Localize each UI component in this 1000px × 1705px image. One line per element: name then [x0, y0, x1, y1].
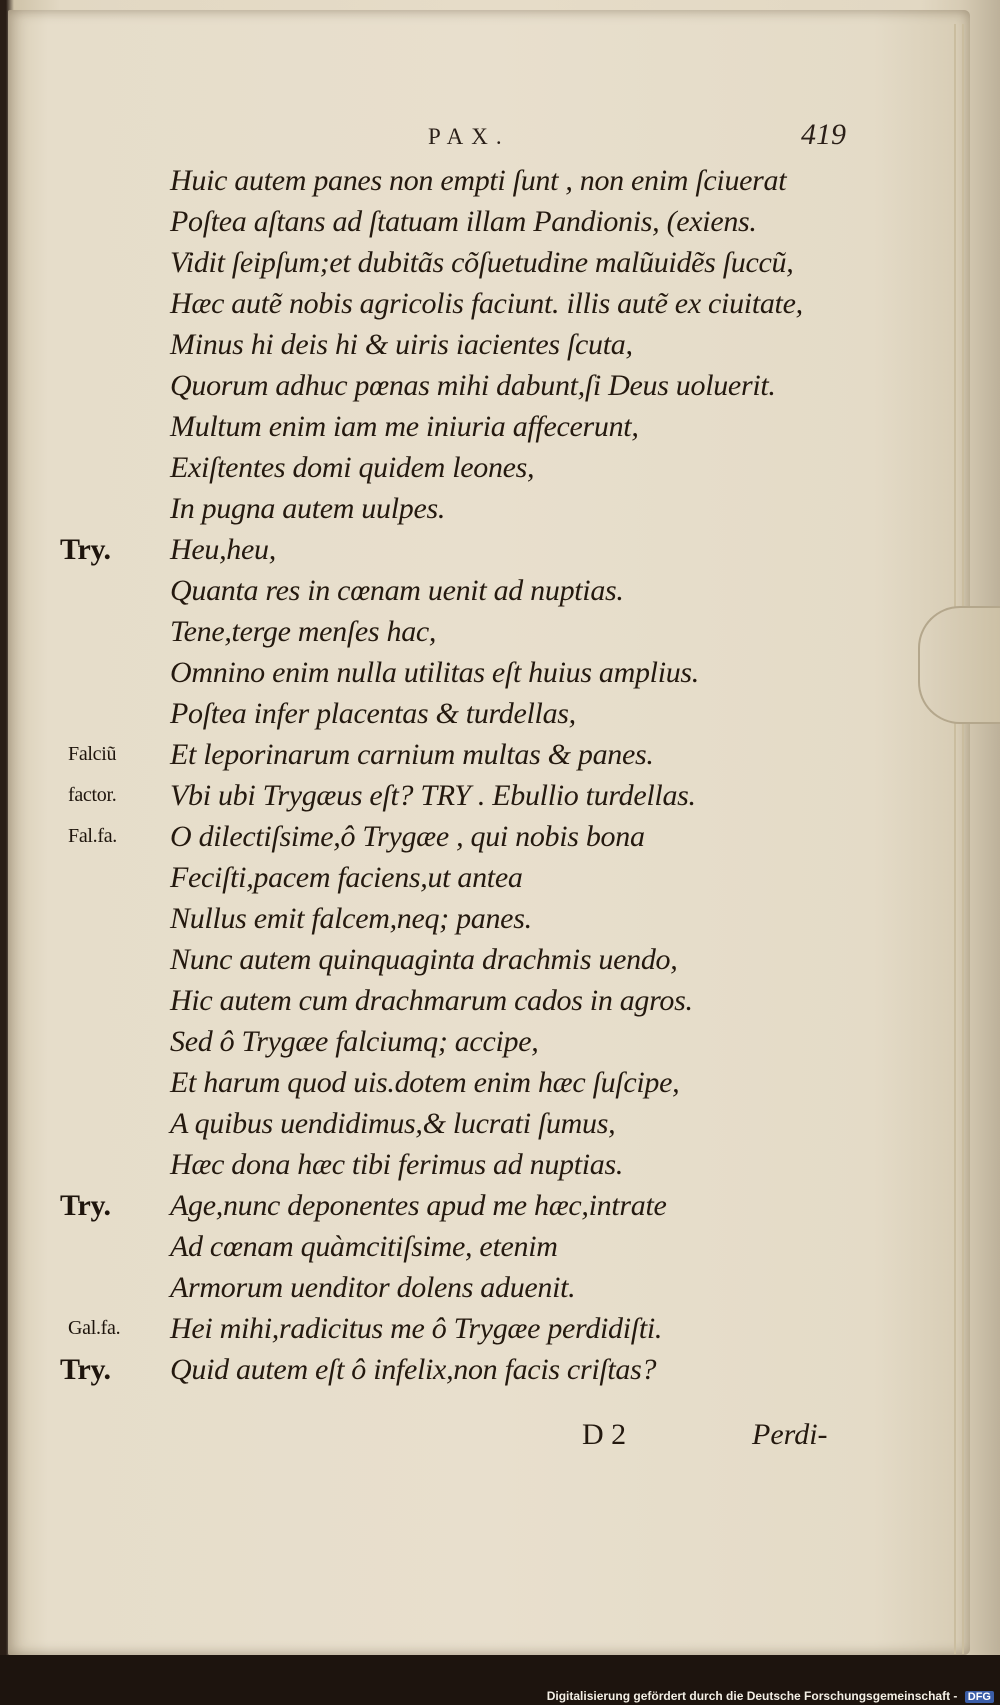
text-line	[68, 734, 950, 775]
line-text: In pugna autem uulpes.	[170, 492, 446, 525]
text-line	[170, 406, 950, 447]
catchword: Perdi-	[752, 1418, 828, 1451]
line-text: Tene,terge menſes hac,	[170, 615, 437, 648]
text-line	[68, 1308, 950, 1349]
text-line	[170, 365, 950, 406]
line-text: Exiſtentes domi quidem leones,	[170, 451, 535, 484]
signature-mark: D 2	[582, 1418, 627, 1451]
line-text: Nunc autem quinquaginta drachmis uendo,	[170, 943, 678, 976]
line-text: Vidit ſeipſum;et dubitãs cõſuetudine malũuidẽs ſuccũ,	[170, 246, 794, 279]
line-text: Quorum adhuc pœnas mihi dabunt,ſi Deus uoluerit.	[170, 369, 776, 402]
text-line	[170, 1267, 950, 1308]
line-text: Hæc dona hæc tibi ferimus ad nuptias.	[170, 1148, 624, 1181]
speaker-label: Gal.fa.	[68, 1317, 121, 1339]
text-line	[170, 980, 950, 1021]
line-text: Age,nunc deponentes apud me hæc,intrate	[170, 1189, 667, 1222]
text-block	[60, 160, 950, 1390]
text-line	[170, 1226, 950, 1267]
line-text: Sed ô Trygæe falciumq; accipe,	[170, 1025, 539, 1058]
line-text: Hæc autẽ nobis agricolis faciunt. illis autẽ ex ciuitate,	[170, 287, 803, 320]
speaker-label: Fal.fa.	[68, 825, 117, 847]
text-line	[60, 1349, 950, 1390]
text-line	[68, 816, 950, 857]
line-text: A quibus uendidimus,& lucrati ſumus,	[170, 1107, 616, 1140]
text-line	[170, 693, 950, 734]
text-line	[170, 898, 950, 939]
digitization-credit	[547, 1689, 994, 1703]
text-line	[68, 775, 950, 816]
line-text: Quid autem eſt ô infelix,non facis criſtas?	[170, 1353, 657, 1386]
line-text: Hei mihi,radicitus me ô Trygæe perdidiſti.	[170, 1312, 663, 1345]
line-text: Huic autem panes non empti ſunt , non enim ſciuerat	[170, 164, 787, 197]
speaker-label: factor.	[68, 784, 117, 806]
line-text: Omnino enim nulla utilitas eſt huius amplius.	[170, 656, 700, 689]
text-line	[170, 1144, 950, 1185]
dfg-logo-icon: DFG	[965, 1691, 994, 1703]
line-text: Quanta res in cœnam uenit ad nuptias.	[170, 574, 624, 607]
line-text: Multum enim iam me iniuria affecerunt,	[170, 410, 639, 443]
line-text: Ad cœnam quàmcitiſsime, etenim	[170, 1230, 558, 1263]
line-text: Minus hi deis hi & uiris iacientes ſcuta,	[170, 328, 633, 361]
line-text: Poſtea infer placentas & turdellas,	[170, 697, 576, 730]
speaker-label: Try.	[60, 1189, 111, 1222]
text-line	[170, 1021, 950, 1062]
text-line	[170, 652, 950, 693]
speaker-label: Try.	[60, 533, 111, 566]
speaker-label: Falciũ	[68, 743, 117, 765]
text-line	[170, 160, 950, 201]
page-number: 419	[801, 118, 846, 151]
page-leaf-edge	[962, 24, 964, 1654]
text-line	[170, 283, 950, 324]
text-line	[170, 488, 950, 529]
text-line	[170, 857, 950, 898]
text-line	[170, 1103, 950, 1144]
running-head-title: PAX.	[428, 124, 510, 149]
line-text: Poſtea aſtans ad ſtatuam illam Pandionis, (exiens.	[170, 205, 757, 238]
speaker-label: Try.	[60, 1353, 111, 1386]
line-text: Et harum quod uis.dotem enim hæc ſuſcipe,	[170, 1066, 680, 1099]
text-line	[170, 570, 950, 611]
text-line	[170, 447, 950, 488]
text-line	[170, 201, 950, 242]
text-line	[170, 611, 950, 652]
line-text: Hic autem cum drachmarum cados in agros.	[170, 984, 693, 1017]
running-head	[0, 118, 1000, 158]
text-line	[60, 529, 950, 570]
catchline	[0, 1418, 1000, 1468]
text-line	[170, 324, 950, 365]
line-text: Et leporinarum carnium multas & panes.	[170, 738, 654, 771]
credit-text: Digitalisierung gefördert durch die Deutsche Forschungsgemeinschaft -	[546, 1689, 958, 1703]
line-text: O dilectiſsime,ô Trygæe , qui nobis bona	[170, 820, 645, 853]
line-text: Heu,heu,	[170, 533, 276, 566]
text-line	[170, 1062, 950, 1103]
line-text: Armorum uenditor dolens aduenit.	[170, 1271, 576, 1304]
text-line	[170, 939, 950, 980]
line-text: Nullus emit falcem,neq; panes.	[170, 902, 532, 935]
line-text: Vbi ubi Trygæus eſt? TRY . Ebullio turdellas.	[170, 779, 696, 812]
text-line	[60, 1185, 950, 1226]
page-leaf-edge	[954, 24, 956, 1654]
text-line	[170, 242, 950, 283]
line-text: Feciſti,pacem faciens,ut antea	[170, 861, 523, 894]
